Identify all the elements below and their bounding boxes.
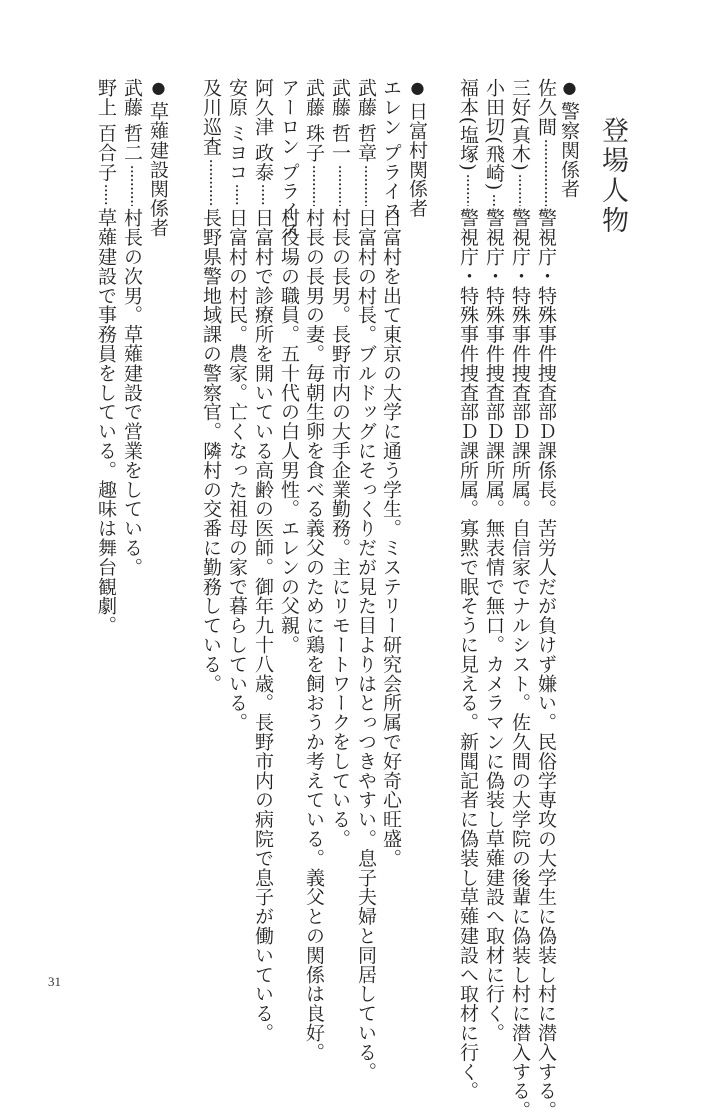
page-number: 31: [48, 974, 61, 989]
character-name: 武藤 珠子: [303, 78, 325, 163]
page-title: 登場人物: [597, 116, 628, 236]
leader-dots: [466, 174, 470, 206]
character-description: 村役場の職員。五十代の白人男性。エレンの父親。: [278, 208, 300, 655]
bullet-icon: ●: [149, 78, 168, 98]
character-description: 日富村の村長。ブルドッグにそっくりだが見た目よりはとっつきやすい。息子夫婦と同居している。: [355, 208, 377, 1081]
character-name: 武藤 哲二: [121, 78, 143, 163]
character-name: 野上 百合子: [95, 78, 117, 182]
character-description: 日富村の村民。農家。亡くなった祖母の家で暮らしている。: [226, 208, 248, 732]
section-heading-police: [556, 78, 582, 198]
character-description: 警視庁・特殊事件捜査部Ｄ課所属。寡黙で眠そうに見える。新聞記者に偽装し草薙建設へ取材に行く。: [457, 208, 479, 1101]
character-description: 村長の長男の妻。毎朝生卵を食べる義父のために鶏を飼おうか考えている。義父との関係は良好。: [303, 208, 325, 1062]
character-name: 佐久間: [535, 78, 557, 137]
character-name: 福本(塩塚): [457, 78, 479, 172]
bullet-icon: ●: [560, 78, 579, 98]
leader-dots: [338, 165, 342, 206]
bullet-icon: ●: [408, 78, 427, 98]
character-name: エレン プライス: [380, 78, 402, 221]
character-description: 長野県警地域課の警察官。隣村の交番に勤務している。: [200, 208, 222, 693]
character-name: 安原 ミヨコ: [226, 78, 248, 182]
character-description: 日富村で診療所を開いている高齢の医師。御年九十八歳。長野市内の病院で息子が働いている。: [252, 208, 274, 1043]
character-name: アーロン プライス: [278, 78, 300, 240]
character-name: 三好(真木): [509, 78, 531, 172]
character-description: 草薙建設で事務員をしている。趣味は舞台観劇。: [95, 208, 117, 635]
section-heading-kusanagi-construction: [145, 78, 171, 237]
character-description: 日富村を出て東京の大学に通う学生。ミステリー研究会所属で好奇心旺盛。: [380, 208, 402, 868]
leader-dots: [518, 174, 522, 206]
character-name: 武藤 哲章: [355, 78, 377, 163]
leader-dots: [261, 184, 265, 206]
character-name: 武藤 哲一: [329, 78, 351, 163]
character-description: 村長の次男。草薙建設で営業をしている。: [121, 208, 143, 577]
leader-dots: [364, 165, 368, 206]
character-name: 阿久津 政泰: [252, 78, 274, 182]
leader-dots: [104, 184, 108, 206]
leader-dots: [235, 184, 239, 206]
leader-dots: [130, 165, 134, 206]
leader-dots: [209, 159, 213, 206]
section-heading-hitomi-village: [404, 78, 430, 218]
section-heading-label: 日富村関係者: [406, 101, 428, 218]
section-heading-label: 警察関係者: [558, 101, 580, 199]
leader-dots: [312, 165, 316, 206]
character-name: 小田切(飛崎): [483, 78, 505, 191]
character-description: 警視庁・特殊事件捜査部Ｄ課所属。自信家でナルシスト。佐久間の大学院の後輩に偽装し村に潜入する。: [509, 208, 531, 1120]
character-description: 村長の長男。長野市内の大手企業勤務。主にリモートワークをしている。: [329, 208, 351, 849]
leader-dots: [492, 194, 496, 206]
character-name: 及川巡査: [200, 78, 222, 156]
character-description: 警視庁・特殊事件捜査部Ｄ課所属。無表情で無口。カメラマンに偽装し草薙建設へ取材に行く。: [483, 208, 505, 1043]
character-description: 警視庁・特殊事件捜査部Ｄ課係長。苦労人だが負けず嫌い。民俗学専攻の大学生に偽装し村に潜入する。: [535, 208, 557, 1120]
leader-dots: [544, 139, 548, 206]
section-heading-label: 草薙建設関係者: [147, 101, 169, 238]
